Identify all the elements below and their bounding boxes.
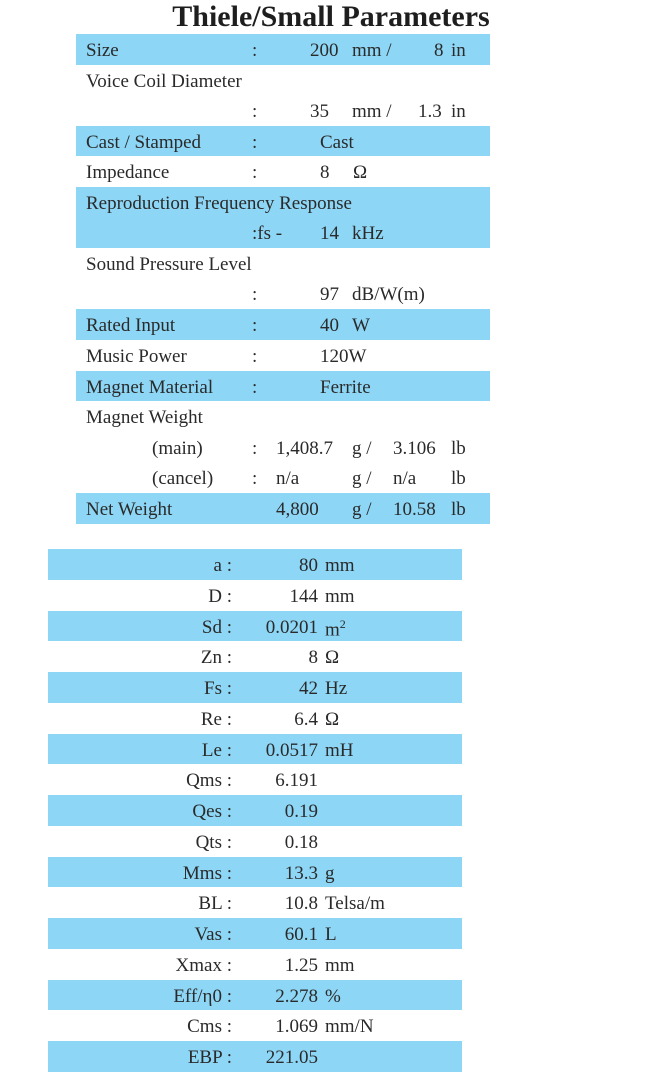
ts-value: 60.1 [284,924,318,945]
spec-value: 97 [320,284,339,306]
spec-value: Ferrite [320,376,371,398]
spec-value-mm: 200 [310,40,339,61]
ts-value: 6.191 [275,770,318,792]
spec-sep: : [252,468,258,490]
ts-value: 1.069 [275,1016,318,1038]
ts-row [48,611,462,642]
spec-unit-lb: lb [451,498,466,520]
spec-value-in: 1.3 [418,100,442,122]
spec-unit-in: in [451,100,466,122]
ts-row [48,1010,462,1041]
spec-label: Net Weight [86,498,173,520]
ts-row [48,949,462,980]
ts-label: Sd : [201,616,232,638]
spec-row-voice-coil [76,65,490,126]
ts-value: 10.8 [284,893,318,915]
spec-row-cast [76,126,490,157]
spec-unit-lb: lb [451,468,466,490]
ts-row [48,980,462,1011]
spec-row-freq [76,187,490,248]
spec-label: Voice Coil Diameter [86,70,242,92]
spec-row-magnet-material [76,371,490,402]
ts-row [48,672,462,703]
ts-value: 0.0201 [265,616,318,638]
spec-row-magnet-cancel [76,462,490,493]
spec-sep: : [252,162,258,184]
ts-value: 80 [299,555,318,576]
ts-label: Qes : [192,801,232,822]
ts-unit: mm/N [325,1016,374,1038]
spec-value: 40 [320,315,339,337]
spec-unit-mm: mm / [352,100,392,122]
spec-label: Size [86,40,119,61]
ts-label: Zn : [200,647,232,669]
ts-label: a : [213,555,232,576]
ts-value: 0.0517 [265,739,318,761]
spec-row-spl [76,248,490,309]
ts-value: 0.18 [284,831,318,853]
ts-unit: mm [325,954,355,976]
ts-unit: mm [325,555,355,576]
ts-label: Le : [201,739,232,761]
spec-value-lb: n/a [393,468,417,490]
spec-label: Magnet Weight [86,407,203,429]
ts-value: 144 [289,585,318,607]
spec-value-in: 8 [434,40,444,61]
spec-sep: : [252,284,258,306]
spec-label: Magnet Material [86,376,214,398]
spec-value-g: 4,800 [276,498,319,520]
ts-unit: Hz [325,678,348,699]
spec-sublabel: (cancel) [152,468,214,490]
spec-sep: : [252,437,258,459]
ts-row [48,857,462,888]
ts-row [48,641,462,672]
spec-value-lb: 3.106 [393,437,436,459]
ts-unit-superscript: 2 [339,616,346,631]
spec-sep: : [252,376,258,398]
ts-unit: Telsa/m [325,893,385,915]
spec-label: Music Power [86,345,187,367]
ts-label: Fs : [204,678,232,699]
spec-label: Rated Input [86,315,176,337]
spec-sep: : [252,315,258,337]
spec-value-g: 1,408.7 [276,437,333,459]
ts-row [48,734,462,765]
ts-row [48,887,462,918]
spec-unit: dB/W(m) [352,284,425,306]
ts-label: Xmax : [175,954,232,976]
ts-unit: % [325,985,341,1007]
spec-unit: Ω [353,162,368,184]
spec-value: Cast [320,131,354,153]
spec-unit: W [352,315,370,337]
ts-label: Eff/η0 : [173,985,232,1007]
spec-sep: : [252,40,258,61]
ts-table [48,549,462,1072]
spec-prefix: :fs - [252,222,283,244]
ts-label: Qms : [186,770,232,792]
ts-label: Qts : [195,831,232,853]
ts-value: 6.4 [294,708,318,730]
page-title: Thiele/Small Parameters [172,0,490,33]
spec-label: Impedance [86,162,170,184]
ts-value: 0.19 [284,801,318,822]
spec-value: 8 [320,162,330,184]
ts-label: Re : [200,708,232,730]
ts-label: EBP : [187,1047,232,1068]
spec-table [76,34,490,524]
ts-row [48,549,462,580]
ts-unit: m [325,618,340,640]
ts-unit: g [325,862,335,884]
ts-value: 221.05 [265,1047,318,1068]
spec-label: Sound Pressure Level [86,254,252,276]
spec-unit: kHz [352,222,384,244]
spec-label: Reproduction Frequency Response [86,192,352,214]
spec-unit-g: g / [352,437,372,459]
spec-sublabel: (main) [152,437,203,459]
ts-label: Cms : [187,1016,232,1038]
ts-value: 1.25 [284,954,318,976]
spec-row-magnet-main [76,432,490,463]
spec-value-lb: 10.58 [393,498,436,520]
ts-row [48,795,462,826]
spec-row-music-power [76,340,490,371]
spec-value: 120W [320,345,367,367]
spec-row-net-weight [76,493,490,524]
ts-unit-group [325,618,346,639]
spec-sep: : [252,345,258,367]
spec-sep: : [252,131,258,153]
ts-value: 42 [299,678,318,699]
ts-row [48,1041,462,1072]
ts-row [48,826,462,857]
spec-unit-mm: mm / [352,40,392,61]
ts-row [48,580,462,611]
spec-sep: : [252,100,258,122]
spec-value: 14 [320,222,339,244]
ts-label: Mms : [182,862,232,884]
ts-unit: L [325,924,337,945]
ts-row [48,764,462,795]
spec-row-impedance [76,156,490,187]
spec-label: Cast / Stamped [86,131,202,153]
ts-value: 13.3 [284,862,318,884]
spec-row-magnet-weight [76,401,490,432]
ts-label: Vas : [194,924,232,945]
ts-unit: mm [325,585,355,607]
ts-label: BL : [198,893,232,915]
spec-row-size [76,34,490,65]
ts-unit: Ω [325,708,340,730]
spec-unit-g: g / [352,498,372,520]
ts-value: 2.278 [275,985,318,1007]
ts-row [48,918,462,949]
ts-unit: Ω [325,647,340,669]
ts-row [48,703,462,734]
ts-unit: mH [325,739,354,761]
spec-value-mm: 35 [310,100,329,122]
spec-unit-g: g / [352,468,372,490]
ts-label: D : [208,585,232,607]
ts-value: 8 [308,647,318,669]
spec-row-rated-input [76,309,490,340]
spec-unit-lb: lb [451,437,466,459]
spec-value-g: n/a [276,468,300,490]
spec-unit-in: in [451,40,466,61]
